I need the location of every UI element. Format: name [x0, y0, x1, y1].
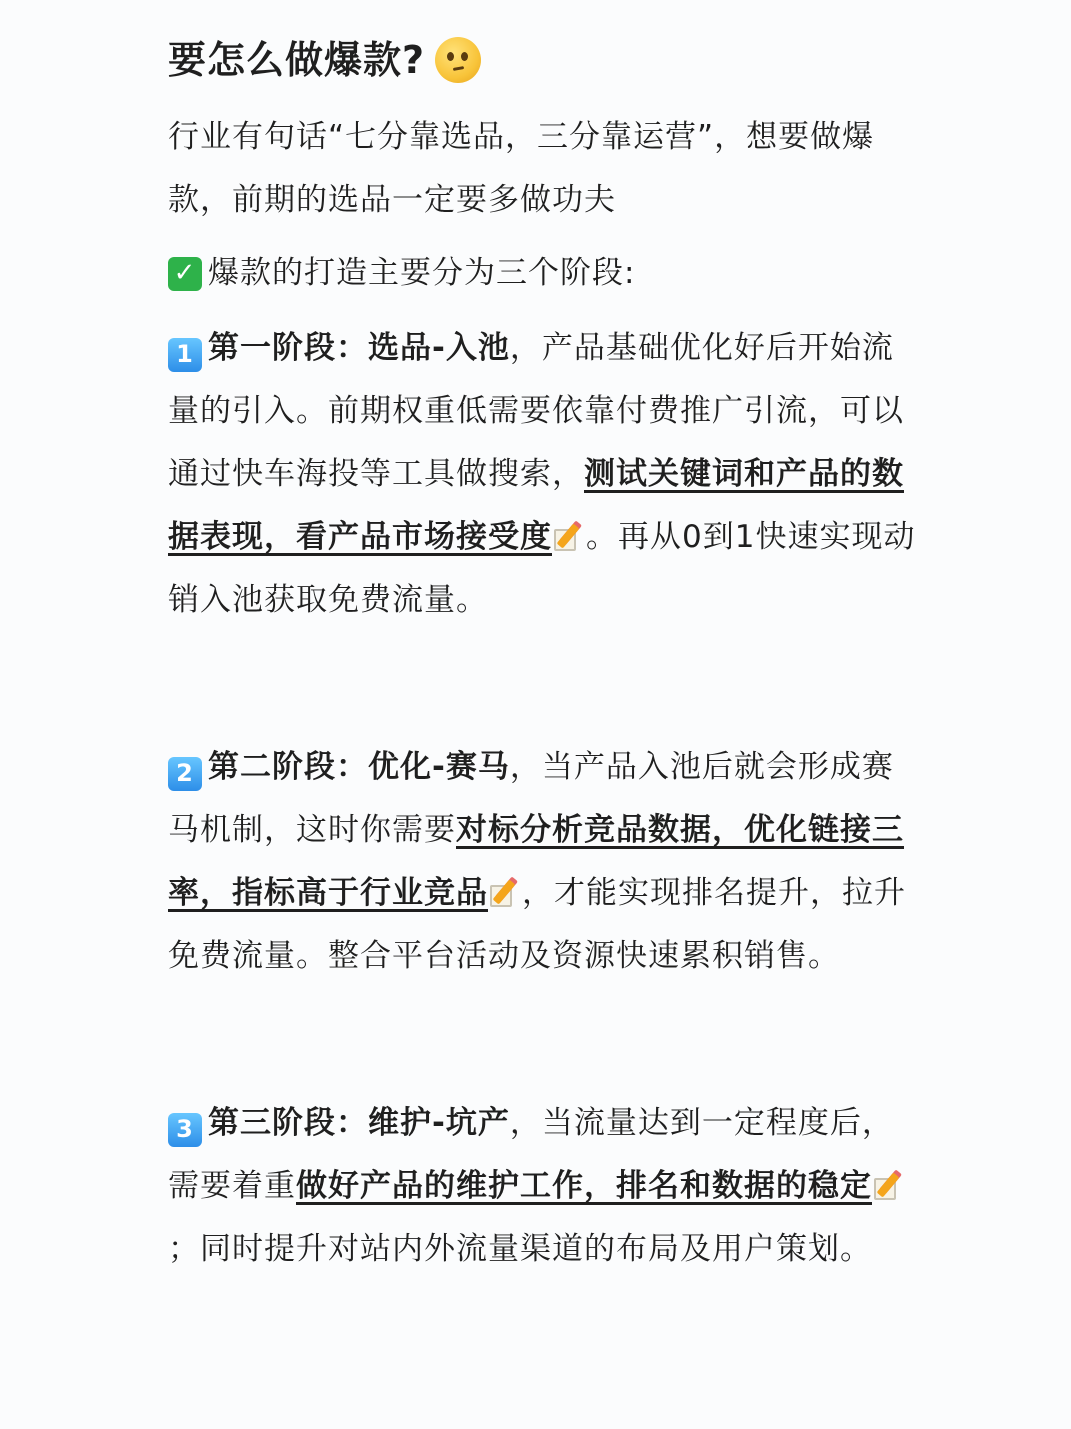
stage-three-text-after: ；同时提升对站内外流量渠道的布局及用户策划。 [168, 1231, 872, 1267]
page-title [168, 34, 921, 86]
stage-two-highlight-text: 对标分析竞品数据，优化链接三率，指标高于行业竞品 [168, 812, 904, 911]
stage-three-highlight-text: 做好产品的维护工作，排名和数据的稳定 [296, 1168, 872, 1204]
keycap-three-icon: 3 [168, 1113, 202, 1147]
memo-pencil-icon [554, 523, 586, 551]
stage-three-text-before: ，当流量达到一定程度后，需要着重 [168, 1105, 894, 1204]
stage-one-highlight-text: 测试关键词和产品的数据表现，看产品市场接受度 [168, 456, 904, 555]
stage-one-paragraph [168, 317, 921, 632]
stage-three-heading: 第三阶段：维护-坑产 [208, 1105, 510, 1141]
stage-one-heading: 第一阶段：选品-入池 [208, 330, 510, 366]
page-title-text: 要怎么做爆款? [168, 38, 426, 82]
thinking-face-icon [435, 37, 481, 83]
stage-one-text-before: ，产品基础优化好后开始流量的引入。前期权重低需要依靠付费推广引流，可以通过快车海投等工具做搜索， [168, 330, 904, 492]
stage-three-paragraph [168, 1092, 921, 1281]
summary-text: 爆款的打造主要分为三个阶段: [208, 255, 636, 291]
stage-one-text-after: 。再从0到1快速实现动销入池获取免费流量。 [168, 519, 916, 618]
keycap-one-icon: 1 [168, 338, 202, 372]
check-mark-button-icon: ✓ [168, 257, 202, 291]
memo-pencil-icon [874, 1172, 906, 1200]
memo-pencil-icon [490, 879, 522, 907]
stage-two-heading: 第二阶段：优化-赛马 [208, 749, 510, 785]
stage-two-paragraph [168, 736, 921, 988]
stage-three-highlight [296, 1168, 906, 1204]
stage-two-text-after: ，才能实现排名提升，拉升免费流量。整合平台活动及资源快速累积销售。 [168, 875, 906, 974]
keycap-two-icon: 2 [168, 757, 202, 791]
intro-paragraph: 行业有句话“七分靠选品，三分靠运营”，想要做爆款，前期的选品一定要多做功夫 [168, 119, 875, 218]
stage-two-text-before: ，当产品入池后就会形成赛马机制，这时你需要 [168, 749, 894, 848]
summary-line [168, 242, 921, 305]
